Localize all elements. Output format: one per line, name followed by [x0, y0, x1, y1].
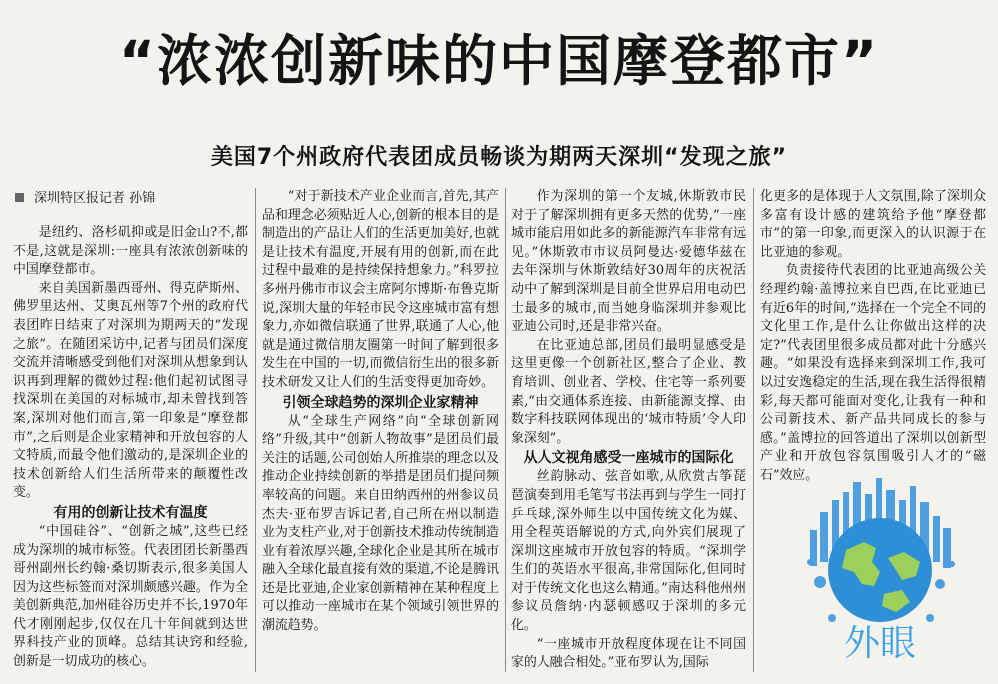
article-column-3: [511, 188, 746, 673]
paragraph: 丝韵脉动、弦音如歌,从欣赏古筝琵琶演奏到用毛笔写书法再到与学生一同打乒乓球,深外师生以中国传统文化为媒、用全程英语解说的方式,向外宾们展现了深圳这座城市开放包容的特质。“深圳学生们的英语水平很高,非常国际化,但同时对于传统文化也这么精通。”南达科他州州参议员詹纳·内瑟顿感叹于深圳的多元化。: [511, 469, 746, 634]
subtitle: 美国7个州政府代表团成员畅谈为期两天深圳“发现之旅”: [210, 145, 788, 170]
paragraph: 从“全球生产网络”向“全球创新网络”升级,其中“创新人物故事”是团员们最关注的话题,公司创始人所推崇的理念以及推动企业持续创新的举措是团员们提问频率较高的问题。来自田纳西州的州参议员杰夫·亚布罗吉诉记者,自己所在州以制造业为支柱产业,对于创新技术推动传统制造业有着浓厚兴趣,全球化企业是其所在城市融入全球化最直接有效的渠道,不论是腾讯还是比亚迪,企业家创新精神在某种程度上可以推动一座城市在某个领域引领世界的潮流趋势。: [262, 413, 499, 634]
byline: [13, 188, 248, 210]
paragraph: “对于新技术产业企业而言,首先,其产品和理念必须贴近人心,创新的根本目的是制造出的产品让人们的生活更加美好,也就是让技术有温度,开展有用的创新,而在此过程中最难的是持续保持想象力。”科罗拉多州丹佛市市议会主席阿尔博斯·布鲁克斯说,深圳大量的年轻市民令这座城市富有想象力,亦如微信联通了世界,联通了人心,他就是通过微信朋友圈第一时间了解到很多发生在中国的一切,而微信衍生出的很多新技术研发又让人们的生活变得更加奇妙。: [262, 189, 499, 390]
logo-text: 外眼: [843, 623, 917, 662]
article-column-2: [262, 188, 499, 636]
paragraph: 化更多的是体现于人文氛围,除了深圳众多富有设计感的建筑给予他“摩登都市”的第一印象,而更深入的认识源于在比亚迪的参观。: [760, 189, 986, 260]
article-column-4: [760, 188, 986, 486]
column-divider: [505, 188, 506, 672]
paragraph: 负责接待代表团的比亚迪高级公关经理约翰·盖博拉来自巴西,在比亚迪已有近6年的时间,“选择在一个完全不同的文化里工作,是什么让你做出这样的决定?”代表团里很多成员都对此十分感兴趣。“如果没有选择来到深圳工作,我可以过安逸稳定的生活,现在我生活得很精彩,每天都可能面对变化,让我有一种和公司新技术、新产品共同成长的参与感。”盖博拉的回答道出了深圳以创新型产业和开放包容氛围吸引人才的“磁石”效应。: [760, 263, 986, 483]
byline-text: 深圳特区报记者 孙锦: [34, 191, 156, 206]
headline: “浓浓创新味的中国摩登都市”: [118, 29, 880, 93]
paragraph: 是纽约、洛杉矶抑或是旧金山?不,都不是,这就是深圳:一座具有浓浓创新味的中国摩登都市。: [13, 225, 248, 278]
paragraph: 来自美国新墨西哥州、得克萨斯州、佛罗里达州、艾奥瓦州等7个州的政府代表团昨日结束了对深圳为期两天的“发现之旅”。在随团采访中,记者与团员们深度交流并清晰感受到他们对深圳从想象到认识再到理解的微妙过程:他们起初试图寻找深圳在美国的对标城市,却未曾找到答案,深圳对他们而言,第一印象是“摩登都市”,之后则是企业家精神和开放包容的人文特质,而最令他们激动的,是深圳企业的技术创新给人们生活所带来的颠覆性改变。: [13, 280, 248, 501]
paragraph: 在比亚迪总部,团员们最明显感受是这里更像一个创新社区,整合了企业、教育培训、创业者、学校、住宅等一系列要素,“由交通体系连接、由新能源支撑、由数字科技联网体现出的‘城市特质’令人印象深刻”。: [511, 337, 746, 446]
paragraph: “一座城市开放程度体现在让不同国家的人融合相处。”亚布罗认为,国际: [511, 636, 746, 671]
paragraph: 作为深圳的第一个友城,休斯敦市民对于了解深圳拥有更多天然的优势,“一座城市能启用如此多的新能源汽车非常有远见。”休斯敦市市议员阿曼达·爱德华兹在去年深圳与休斯敦结好30周年的庆祝活动中了解到深圳是目前全世界启用电动巴士最多的城市,而当她身临深圳并参观比亚迪公司时,还是非常兴奋。: [511, 189, 746, 335]
column-divider: [753, 188, 754, 672]
column-divider: [255, 188, 256, 672]
square-bullet-icon: [15, 193, 24, 202]
globe-logo: [780, 472, 980, 662]
article-column-1: [13, 188, 248, 672]
section-heading: 从人文视角感受一座城市的国际化: [523, 450, 734, 467]
section-heading: 引领全球趋势的深圳企业家精神: [282, 394, 479, 411]
section-heading: 有用的创新让技术有温度: [53, 504, 208, 521]
paragraph: “中国硅谷”、“创新之城”,这些已经成为深圳的城市标签。代表团团长新墨西哥州副州长约翰·桑切斯表示,很多美国人因为这些标签而对深圳颇感兴趣。作为全美创新典范,加州硅谷历史并不长,1970年代才刚刚起步,仅仅在几十年间就到达世界科技产业的顶峰。总结其诀窍和经验,创新是一切成功的核心。: [13, 523, 248, 670]
